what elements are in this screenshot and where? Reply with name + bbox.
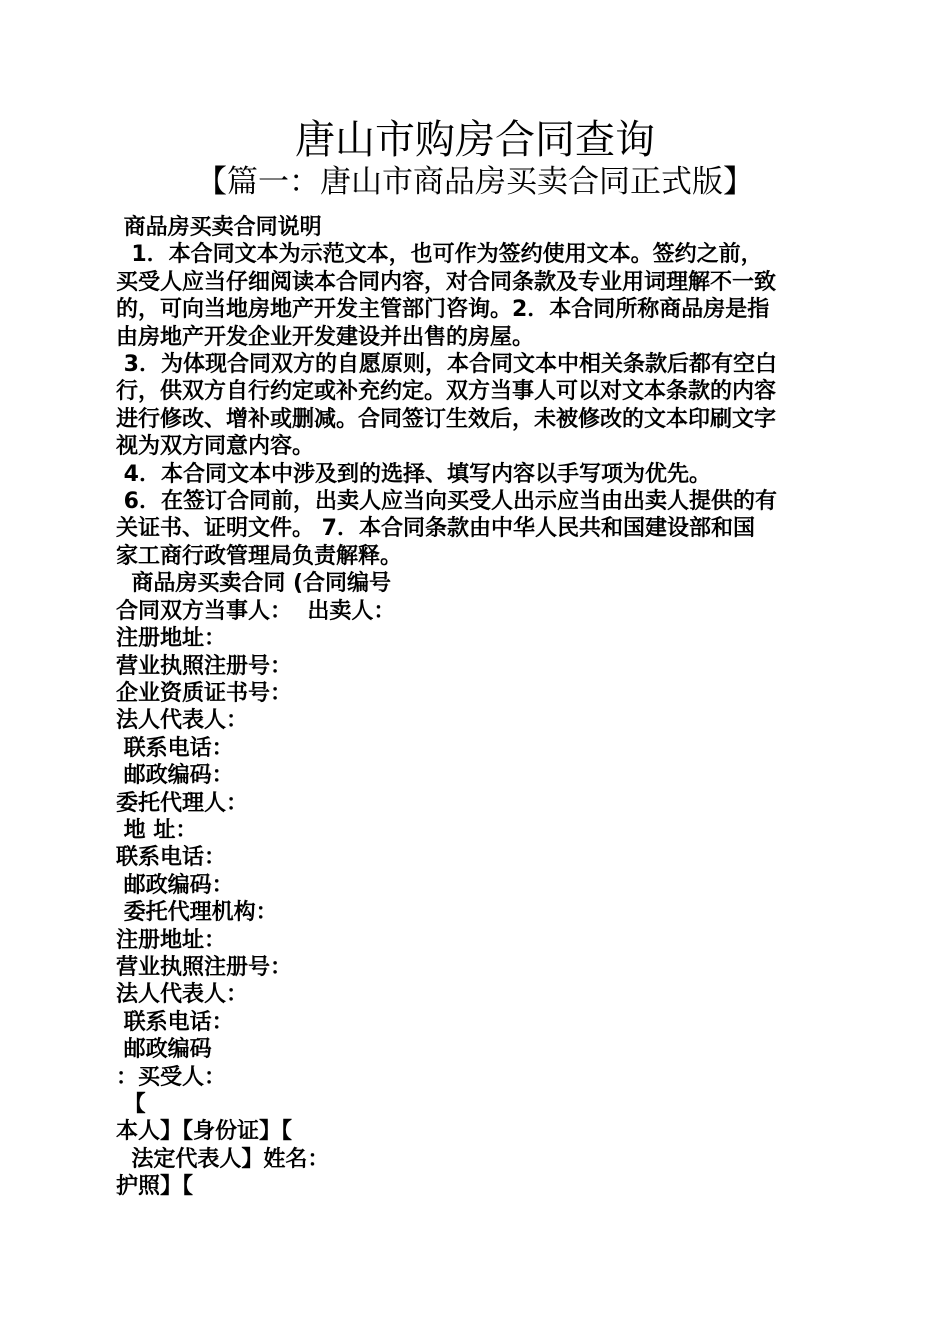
text-line: 的，可向当地房地产开发主管部门咨询。2．本合同所称商品房是指 <box>116 297 770 323</box>
text-line: 商品房买卖合同说明 <box>116 215 322 240</box>
text-line: 联系电话： <box>116 735 234 761</box>
document-title: 唐山市购房合同查询 <box>295 117 655 163</box>
text-line: ：买受人： <box>116 1064 227 1090</box>
text-line: 进行修改、增补或删减。合同签订生效后，未被修改的文本印刷文字 <box>116 406 777 432</box>
text-line: 邮政编码： <box>116 763 234 789</box>
document-body <box>116 214 838 1201</box>
text-line: 【 <box>116 1092 146 1117</box>
text-line: 商品房买卖合同 (合同编号 <box>116 571 392 597</box>
text-line: 本人】【身份证】【 <box>116 1119 293 1145</box>
text-line: 护照】【 <box>116 1174 194 1200</box>
text-line: 联系电话： <box>116 845 227 871</box>
text-line: 由房地产开发企业开发建设并出售的房屋。 <box>116 324 535 350</box>
text-line: 买受人应当仔细阅读本合同内容，对合同条款及专业用词理解不一致 <box>116 269 777 295</box>
text-line: 邮政编码： <box>116 872 234 898</box>
text-line: 委托代理机构： <box>116 900 278 926</box>
text-line: 法人代表人： <box>116 708 249 734</box>
text-line: 营业执照注册号： <box>116 954 293 980</box>
text-line: 联系电话： <box>116 1009 234 1035</box>
text-line: 4．本合同文本中涉及到的选择、填写内容以手写项为优先。 <box>116 461 711 487</box>
text-line: 视为双方同意内容。 <box>116 434 315 460</box>
text-line: 委托代理人： <box>116 790 249 816</box>
text-line: 家工商行政管理局负责解释。 <box>116 543 403 569</box>
text-line: 3．为体现合同双方的自愿原则，本合同文本中相关条款后都有空白 <box>116 352 777 378</box>
text-line: 法人代表人： <box>116 982 249 1008</box>
text-line: 关证书、证明文件。 7．本合同条款由中华人民共和国建设部和国 <box>116 516 755 542</box>
text-line: 企业资质证书号： <box>116 680 293 706</box>
document-subtitle: 【篇一：唐山市商品房买卖合同正式版】 <box>196 164 754 200</box>
text-line: 法定代表人】姓名： <box>116 1146 330 1172</box>
text-line: 1．本合同文本为示范文本，也可作为签约使用文本。签约之前， <box>116 242 763 268</box>
text-line: 注册地址： <box>116 626 227 652</box>
text-line: 6．在签订合同前，出卖人应当向买受人出示应当由出卖人提供的有 <box>116 489 777 515</box>
text-line: 合同双方当事人： 出卖人： <box>116 598 396 624</box>
text-line: 注册地址： <box>116 927 227 953</box>
text-line: 邮政编码 <box>116 1037 212 1063</box>
text-line: 地 址： <box>116 817 198 843</box>
text-line: 行，供双方自行约定或补充约定。双方当事人可以对文本条款的内容 <box>116 379 777 405</box>
text-line: 营业执照注册号： <box>116 653 293 679</box>
